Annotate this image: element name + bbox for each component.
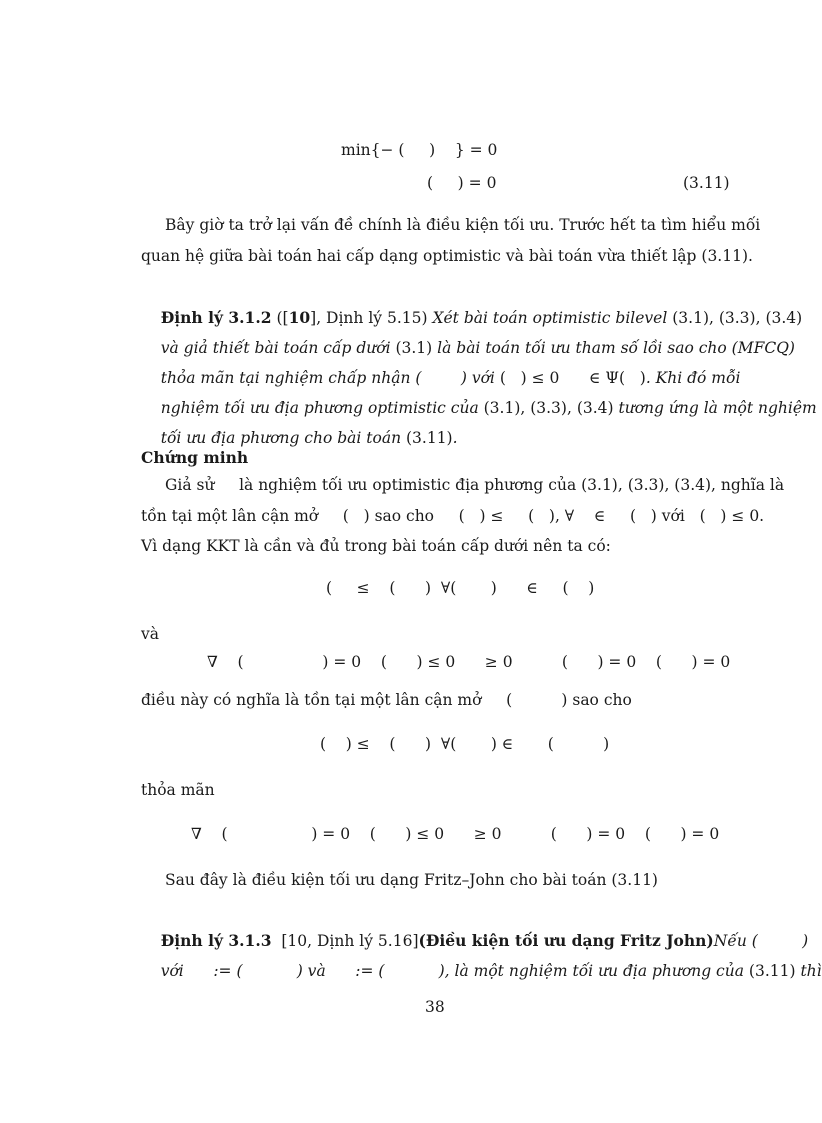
equation-kkt-1: ( ≤ ( ) ∀( ) ∈ ( )	[326, 579, 595, 597]
proof-line-1: Giả sử là nghiệm tối ưu optimistic địa phương của (3.1), (3.3), (3.4), nghĩa là	[165, 476, 785, 494]
proof-line-3: Vì dạng KKT là cần và đủ trong bài toán cấp dưới nên ta có:	[141, 537, 611, 555]
theorem-3-1-2-line-5: tối ưu địa phương cho bài toán (3.11).	[160, 429, 458, 447]
page-number: 38	[425, 998, 445, 1016]
proof-line-2: tồn tại một lân cận mở ( ) sao cho ( ) ≤ ( ), ∀ ∈ ( ) với ( ) ≤ 0.	[141, 507, 765, 525]
theorem-3-1-2-line-4: nghiệm tối ưu địa phương optimistic của (3.1), (3.3), (3.4) tương ứng là một nghiệm	[160, 399, 817, 417]
proof-line-4: điều này có nghĩa là tồn tại một lân cận mở ( ) sao cho	[141, 691, 632, 709]
theorem-title: Định lý 3.1.3	[160, 931, 272, 950]
paragraph-1-line-2: quan hệ giữa bài toán hai cấp dạng optimistic và bài toán vừa thiết lập (3.11).	[141, 247, 753, 265]
equation-line-1: min{− ( ) } = 0	[341, 141, 498, 159]
paragraph-2: Sau đây là điều kiện tối ưu dạng Fritz–John cho bài toán (3.11)	[165, 871, 658, 889]
proof-heading: Chứng minh	[141, 448, 249, 467]
theorem-title: Định lý 3.1.2	[160, 308, 272, 327]
theorem-3-1-2-line-1: Định lý 3.1.2 ([10], Dịnh lý 5.15) Xét bài toán optimistic bilevel (3.1), (3.3), (3.4)	[160, 308, 803, 327]
word-thoa-man: thỏa mãn	[141, 781, 215, 799]
word-va: và	[141, 625, 159, 643]
citation-link[interactable]: 10	[288, 308, 311, 327]
equation-kkt-2: ∇ ( ) = 0 ( ) ≤ 0 ≥ 0 ( ) = 0 ( ) = 0	[207, 653, 731, 671]
theorem-3-1-2-line-3: thỏa mãn tại nghiệm chấp nhận ( ) với ( ) ≤ 0 ∈ Ψ( ). Khi đó mỗi	[160, 369, 741, 387]
equation-kkt-4: ∇ ( ) = 0 ( ) ≤ 0 ≥ 0 ( ) = 0 ( ) = 0	[191, 825, 720, 843]
equation-line-2: ( ) = 0	[427, 174, 497, 192]
theorem-3-1-3-line-1: Định lý 3.1.3 [10, Dịnh lý 5.16](Điều kiện tối ưu dạng Fritz John)Nếu ( )	[160, 931, 809, 950]
paragraph-1-line-1: Bây giờ ta trở lại vấn đề chính là điều kiện tối ưu. Trước hết ta tìm hiểu mối	[165, 216, 761, 234]
theorem-3-1-2-line-2: và giả thiết bài toán cấp dưới (3.1) là bài toán tối ưu tham số lồi sao cho (MFCQ)	[160, 339, 795, 357]
equation-kkt-3: ( ) ≤ ( ) ∀( ) ∈ ( )	[320, 735, 610, 753]
equation-label: (3.11)	[683, 174, 730, 192]
theorem-3-1-3-line-2: với := ( ) và := ( ), là một nghiệm tối ưu địa phương của (3.11) thì	[160, 962, 822, 980]
